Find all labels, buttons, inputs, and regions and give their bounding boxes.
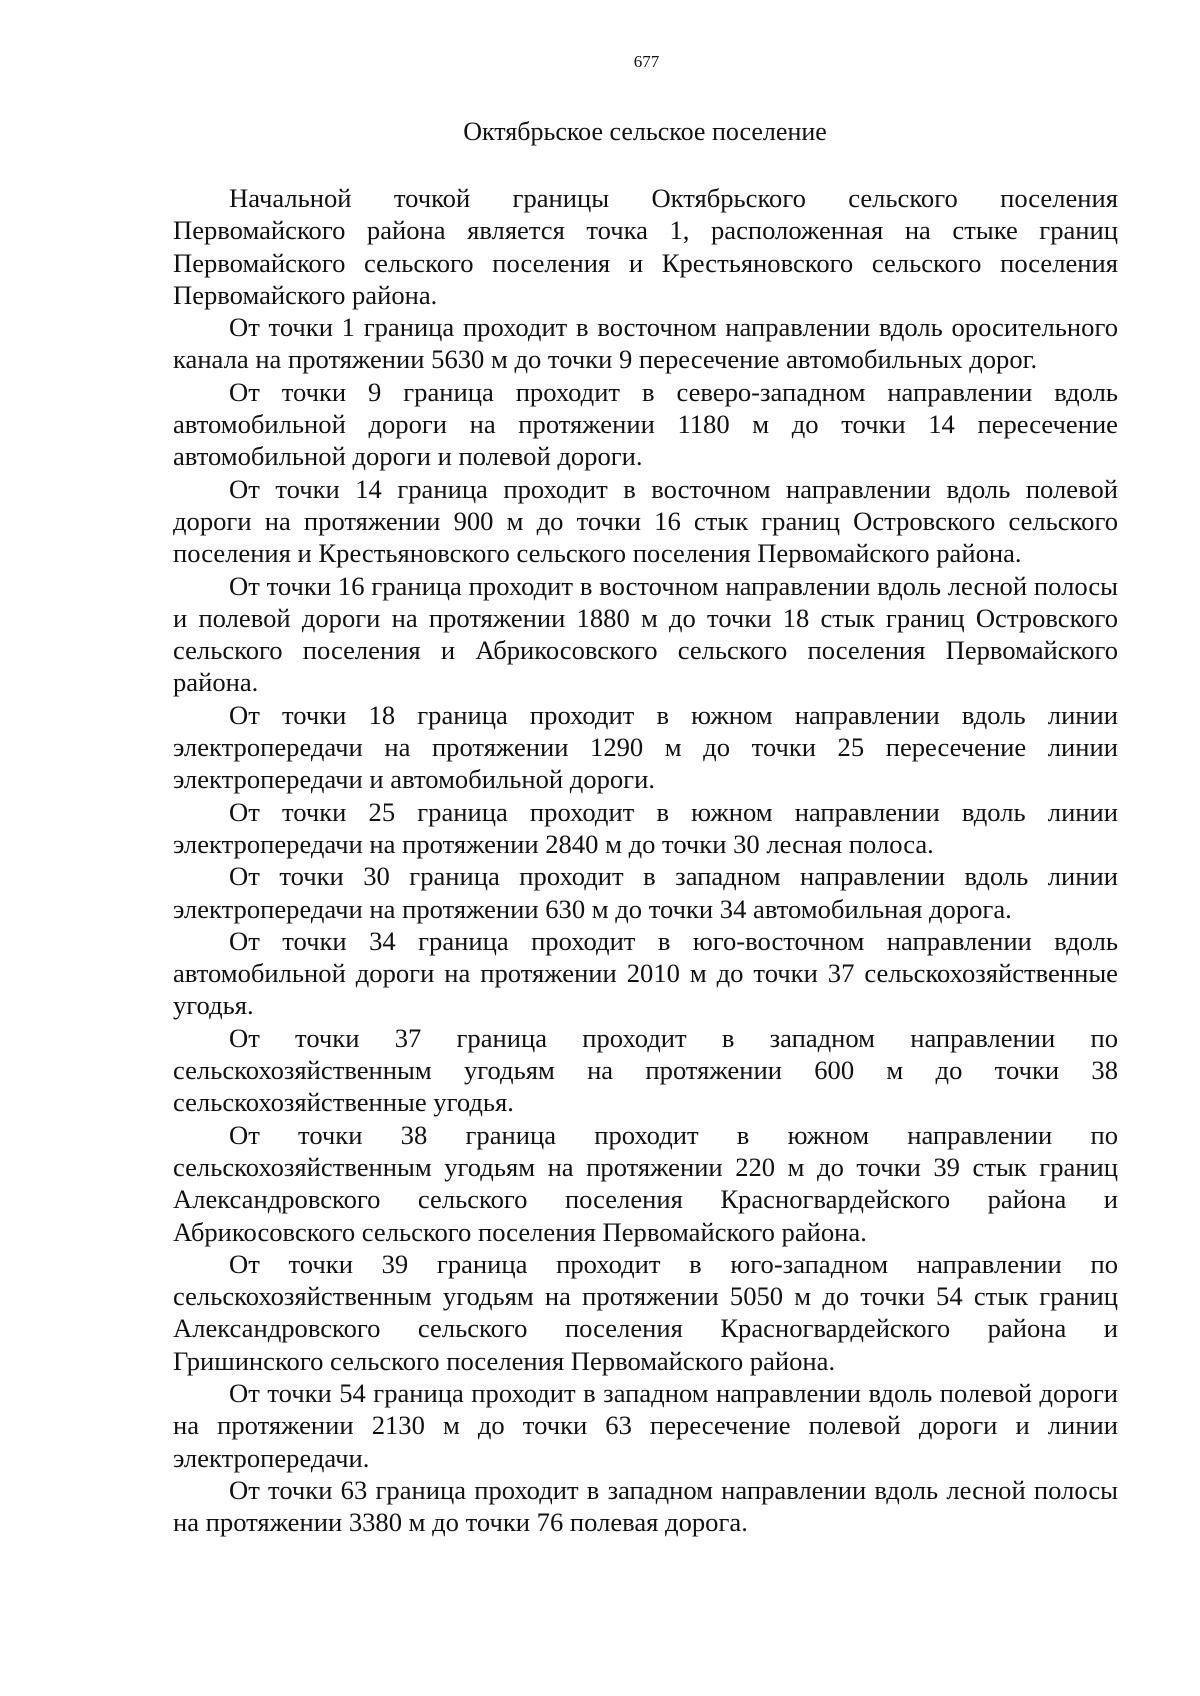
- document-body: [173, 182, 1118, 1538]
- paragraph: От точки 37 граница проходит в западном направлении по сельскохозяйственным угодьям на протяжении 600 м до точки 38 сельскохозяйственные угодья.: [173, 1022, 1118, 1118]
- paragraph: От точки 16 граница проходит в восточном направлении вдоль лесной полосы и полевой дороги на протяжении 1880 м до точки 18 стык границ Островского сельского поселения и Абрикосовского сельского поселения Первомайского района.: [173, 570, 1118, 698]
- paragraph: От точки 63 граница проходит в западном направлении вдоль лесной полосы на протяжении 3380 м до точки 76 полевая дорога.: [173, 1474, 1118, 1538]
- page-number: 677: [633, 52, 660, 71]
- paragraph: От точки 38 граница проходит в южном направлении по сельскохозяйственным угодьям на протяжении 220 м до точки 39 стык границ Александровского сельского поселения Красногвардейского района и Абрикосовского сельского поселения Первомайского района.: [173, 1119, 1118, 1247]
- paragraph: Начальной точкой границы Октябрьского сельского поселения Первомайского района является точка 1, расположенная на стыке границ Первомайского сельского поселения и Крестьяновского сельского поселения Первомайского района.: [173, 183, 1118, 310]
- paragraph: От точки 9 граница проходит в северо-западном направлении вдоль автомобильной дороги на протяжении 1180 м до точки 14 пересечение автомобильной дороги и полевой дороги.: [173, 376, 1118, 472]
- paragraph: От точки 30 граница проходит в западном направлении вдоль линии электропередачи на протяжении 630 м до точки 34 автомобильная дорога.: [173, 861, 1118, 924]
- document-title: Октябрьское сельское поселение: [463, 117, 827, 146]
- paragraph: От точки 34 граница проходит в юго-восточном направлении вдоль автомобильной дороги на протяжении 2010 м до точки 37 сельскохозяйственные угодья.: [173, 925, 1118, 1021]
- paragraph: От точки 54 граница проходит в западном направлении вдоль полевой дороги на протяжении 2130 м до точки 63 пересечение полевой дороги и линии электропередачи.: [173, 1377, 1118, 1473]
- paragraph: От точки 39 граница проходит в юго-западном направлении по сельскохозяйственным угодьям на протяжении 5050 м до точки 54 стык границ Александровского сельского поселения Красногвардейского района и Гришинского сельского поселения Первомайского района.: [173, 1248, 1118, 1376]
- paragraph: От точки 18 граница проходит в южном направлении вдоль линии электропередачи на протяжении 1290 м до точки 25 пересечение линии электропередачи и автомобильной дороги.: [173, 699, 1118, 795]
- paragraph: От точки 1 граница проходит в восточном направлении вдоль оросительного канала на протяжении 5630 м до точки 9 пересечение автомобильных дорог.: [173, 312, 1118, 375]
- paragraph: От точки 14 граница проходит в восточном направлении вдоль полевой дороги на протяжении 900 м до точки 16 стык границ Островского сельского поселения и Крестьяновского сельского поселения Первомайского района.: [173, 473, 1118, 569]
- paragraph: От точки 25 граница проходит в южном направлении вдоль линии электропередачи на протяжении 2840 м до точки 30 лесная полоса.: [173, 796, 1118, 859]
